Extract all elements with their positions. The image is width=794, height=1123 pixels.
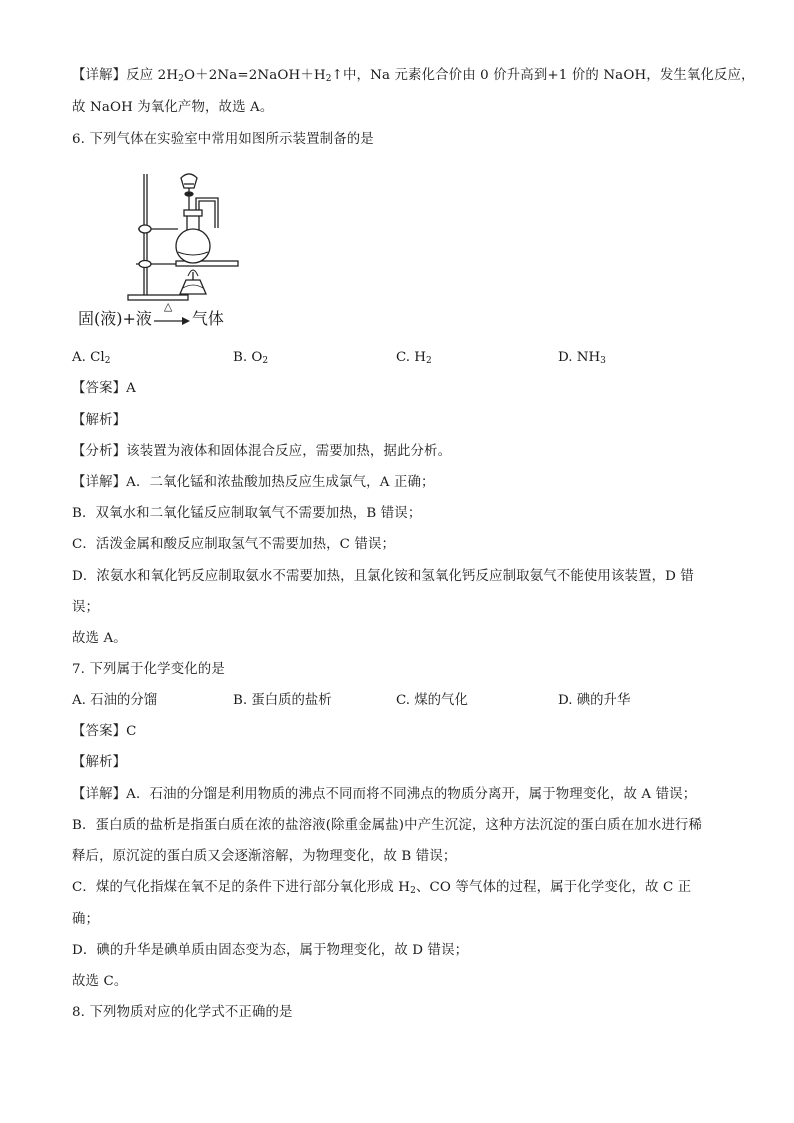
- detail-line: D．碘的升华是碘单质由固态变为态，属于物理变化，故 D 错误；: [72, 943, 469, 958]
- question-7: 7. 下列属于化学变化的是: [72, 662, 225, 677]
- detail-line: C．活泼金属和酸反应制取氢气不需要加热，C 错误；: [72, 537, 396, 552]
- detail-line: B．双氧水和二氧化锰反应制取氧气不需要加热，B 错误；: [72, 506, 422, 521]
- detail-line: 【详解】反应 $2H_2O+2Na=2NaOH+H_2↑$中，Na 元素化合价由 0 价升高到+1 价的 NaOH，发生氧化反应，: [72, 68, 755, 84]
- selection-line: 故选 A。: [72, 631, 127, 646]
- option-a: A. $Cl_2$: [72, 350, 111, 366]
- option-d: D. $NH_3$: [558, 350, 606, 366]
- option-c: C. 煤的气化: [396, 693, 468, 708]
- detail-line: 【详解】A．石油的分馏是利用物质的沸点不同而将不同沸点的物质分离开，属于物理变化，故 A 错误；: [72, 787, 697, 802]
- detail-line: B．蛋白质的盐析是指蛋白质在浓的盐溶液(除重金属盐)中产生沉淀，这种方法沉淀的蛋白质在加水进行稀: [72, 818, 703, 833]
- detail-line: C．煤的气化指煤在氧不足的条件下进行部分氧化形成 $H_2$、CO 等气体的过程，属于化学变化，故 C 正: [72, 880, 692, 896]
- option-d: D. 碘的升华: [558, 693, 631, 708]
- options-q6: [72, 348, 732, 368]
- analysis-line: 【分析】该装置为液体和固体混合反应，需要加热，据此分析。: [72, 444, 452, 459]
- alcohol-lamp: [180, 280, 206, 294]
- detail-line: 确；: [72, 912, 100, 927]
- reaction-caption: 固(液)+液 △ 气体: [78, 299, 224, 328]
- option-b: B. $O_2$: [233, 350, 269, 366]
- options-q7: [72, 691, 732, 711]
- detail-line: 释后，原沉淀的蛋白质又会逐渐溶解，为物理变化，故 B 错误；: [72, 849, 457, 864]
- detail-line: 【详解】A．二氧化锰和浓盐酸加热反应生成氯气，A 正确；: [72, 475, 435, 490]
- detail-line: D．浓氨水和氧化钙反应制取氨水不需要加热，且氯化铵和氢氧化钙反应制取氨气不能使用该装置，D 错: [72, 569, 694, 584]
- option-b: B. 蛋白质的盐析: [233, 693, 332, 708]
- question-6: 6. 下列气体在实验室中常用如图所示装置制备的是: [72, 132, 374, 147]
- analysis-heading: 【解析】: [72, 755, 127, 770]
- detail-line: 故 NaOH 为氧化产物，故选 A。: [72, 100, 274, 115]
- option-c: C. $H_2$: [396, 350, 432, 366]
- heating-arrow: △: [152, 312, 192, 328]
- question-8: 8. 下列物质对应的化学式不正确的是: [72, 1005, 293, 1020]
- apparatus-figure: [78, 168, 258, 336]
- stand-base: [128, 295, 188, 300]
- answer-label: 【答案】C: [72, 724, 137, 739]
- detail-line: 误；: [72, 600, 100, 615]
- analysis-heading: 【解析】: [72, 413, 127, 428]
- option-a: A. 石油的分馏: [72, 693, 158, 708]
- selection-line: 故选 C。: [72, 974, 128, 989]
- round-bottom-flask: [176, 229, 210, 263]
- separatory-funnel: [181, 174, 197, 188]
- answer-label: 【答案】A: [72, 381, 136, 396]
